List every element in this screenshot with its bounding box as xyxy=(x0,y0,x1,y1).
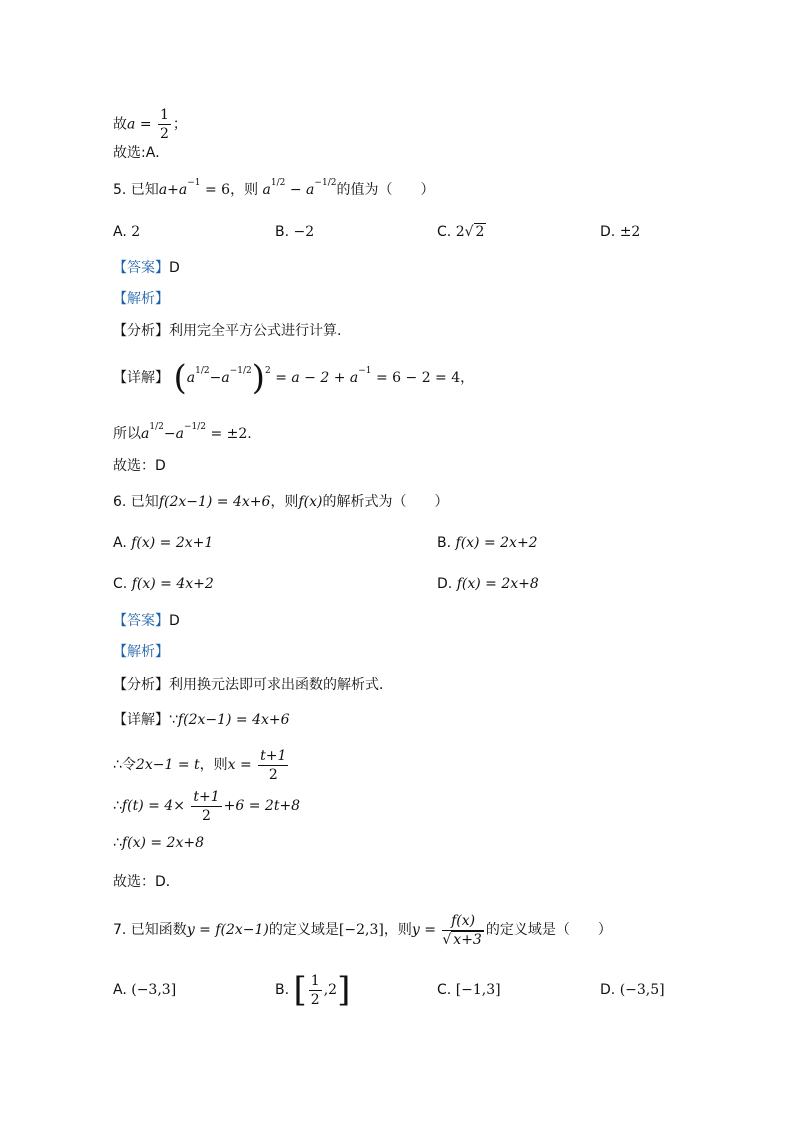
q5-so-result: = ±2. xyxy=(210,426,252,442)
q4-choose: 故选:A． xyxy=(113,145,170,161)
q7-frac-num: f(x) xyxy=(442,912,483,931)
q5-option-d-value: ±2 xyxy=(619,224,641,240)
q4-var: a xyxy=(127,116,136,133)
q6-option-c-label: C. xyxy=(113,576,128,592)
q5-detail-exp2-den: 2 xyxy=(246,366,252,376)
q6-x-fraction xyxy=(258,747,288,784)
q5-choose: 故选：D xyxy=(113,458,166,474)
q5-so-exp2-den: 2 xyxy=(200,422,207,432)
left-bracket-icon: [ xyxy=(293,970,307,1010)
q5-option-b[interactable] xyxy=(275,222,314,242)
because-icon: ∵ xyxy=(169,712,178,728)
q6-fenxi-text: 利用换元法即可求出函数的解析式． xyxy=(169,677,393,693)
q5-expr-a2: a xyxy=(306,182,315,198)
q6-option-d-value: f(x) = 2x+8 xyxy=(456,576,539,592)
sqrt-icon: √ xyxy=(442,931,452,948)
q4-conclusion-prefix: 故 xyxy=(113,116,127,133)
q5-so-exp1-den: 2 xyxy=(158,422,164,432)
therefore-icon: ∴ xyxy=(113,798,122,814)
q6-option-d-label: D. xyxy=(437,576,453,592)
q5-so-exp1: 1/2 xyxy=(149,422,164,432)
q7-fraction xyxy=(442,912,483,949)
q5-exp2-den: 2 xyxy=(330,178,337,188)
q6-let: 令 xyxy=(121,757,136,773)
q5-given-exp: −1 xyxy=(187,178,201,188)
q6-stem-mid: ，则 xyxy=(270,494,299,510)
q5-answer-value: D xyxy=(169,260,180,276)
q5-exp1-num: 1 xyxy=(270,178,277,188)
q4-conclusion xyxy=(113,106,187,143)
q6-choose: 故选：D． xyxy=(113,874,180,890)
q5-detail-a2: a xyxy=(221,370,230,386)
q6-answer-value: D xyxy=(169,613,180,629)
q5-exp1-den: 2 xyxy=(279,178,286,188)
q5-so-a1: a xyxy=(141,426,150,442)
q7-option-d-label: D. xyxy=(600,982,616,998)
q5-so-exp1-num: 1 xyxy=(149,422,156,432)
q7-domain: [−2,3] xyxy=(338,922,384,938)
q4-eq: = xyxy=(139,116,152,133)
q5-expr-minus: − xyxy=(289,182,302,198)
q6-ft-rhs: +6 = 2t+8 xyxy=(223,798,301,814)
q4-fraction xyxy=(158,106,171,143)
q6-option-b-value: f(x) = 2x+2 xyxy=(455,535,538,551)
q4-den: 2 xyxy=(160,126,169,142)
q7-then: ，则 xyxy=(383,922,412,938)
q5-detail-rhs2: = 6 − 2 = 4， xyxy=(371,370,475,386)
q5-option-c[interactable] xyxy=(437,222,486,242)
q7-option-d[interactable] xyxy=(600,980,665,1000)
q7-option-c-value: [−1,3] xyxy=(455,982,501,998)
q5-option-c-coef: 2 xyxy=(455,224,465,240)
q5-stem xyxy=(113,180,434,202)
q7-option-b-den: 2 xyxy=(310,991,320,1008)
q5-so-exp2-num: 1 xyxy=(191,422,198,432)
q6-ft-fraction xyxy=(191,788,221,825)
q5-so-minus: − xyxy=(163,426,176,442)
q5-answer-tag: 【答案】 xyxy=(113,260,169,276)
q7-option-d-value: (−3,5] xyxy=(619,982,665,998)
q7-option-a-value: (−3,3] xyxy=(131,982,177,998)
q5-stem-prefix: 5. 已知 xyxy=(113,182,159,198)
q7-option-c-label: C. xyxy=(437,982,452,998)
q5-stem-suffix: 的值为（ ） xyxy=(336,182,435,198)
q6-option-c-value: f(x) = 4x+2 xyxy=(131,576,214,592)
q6-option-a-label: A. xyxy=(113,535,127,551)
therefore-icon: ∴ xyxy=(113,757,122,773)
q6-x-num: t+1 xyxy=(260,747,287,764)
q5-option-c-radicand: 2 xyxy=(475,224,485,240)
q6-detail xyxy=(113,710,290,730)
q6-option-d[interactable] xyxy=(437,574,539,594)
q6-fenxi-tag: 【分析】 xyxy=(113,677,169,693)
q5-detail-rhs-exp: −1 xyxy=(358,366,372,376)
q5-expr-a1: a xyxy=(262,182,271,198)
q6-ft-den: 2 xyxy=(202,807,211,824)
q5-fenxi xyxy=(113,321,341,341)
q5-detail-rhs: = a − 2 + a xyxy=(275,370,359,386)
q5-fenxi-tag: 【分析】 xyxy=(113,323,169,339)
q6-stem-prefix: 6. 已知 xyxy=(113,494,159,510)
q7-option-b[interactable] xyxy=(275,968,350,1012)
q7-option-a[interactable] xyxy=(113,980,176,1000)
q5-expr-exp2: −1/2 xyxy=(314,178,337,188)
q7-frac-den-radicand: x+3 xyxy=(453,931,482,948)
q7-stem-suffix: 的定义域是（ ） xyxy=(485,922,612,938)
q5-option-a[interactable] xyxy=(113,222,140,242)
q5-detail-exp1-num: 1 xyxy=(195,366,201,376)
q5-option-d-label: D. xyxy=(600,224,616,240)
q5-exp2-neg: − xyxy=(314,178,322,188)
q6-x-eq: x = xyxy=(227,757,252,773)
q7-option-a-label: A. xyxy=(113,982,127,998)
q5-detail-exp2-num: 1 xyxy=(237,366,243,376)
q5-option-c-label: C. xyxy=(437,224,452,240)
q6-fx: f(x) xyxy=(298,494,323,510)
q5-so-prefix: 所以 xyxy=(113,426,141,442)
q7-y-eq: y = xyxy=(411,922,436,938)
q6-detail-eq: f(2x−1) = 4x+6 xyxy=(177,712,290,728)
right-bracket-icon: ] xyxy=(337,970,351,1010)
q6-ft xyxy=(113,786,300,826)
q6-option-c[interactable] xyxy=(113,574,214,594)
therefore-icon: ∴ xyxy=(113,835,122,851)
q6-detail-tag: 【详解】 xyxy=(113,712,169,728)
q6-let-mid: ，则 xyxy=(199,757,228,773)
q7-option-b-fraction xyxy=(309,972,322,1009)
q6-let-expr: 2x−1 = t xyxy=(135,757,200,773)
q5-so-exp2-neg: − xyxy=(183,422,192,432)
q6-stem-suffix: 的解析式为（ ） xyxy=(322,494,449,510)
q5-detail-exp1-den: 2 xyxy=(203,366,210,376)
q7-option-b-num: 1 xyxy=(310,972,320,989)
q5-so xyxy=(113,424,252,446)
q7-func: y = f(2x−1) xyxy=(186,922,269,938)
q5-option-a-value: 2 xyxy=(131,224,141,240)
q4-num: 1 xyxy=(160,107,169,123)
q5-jiexi-tag: 【解析】 xyxy=(113,291,169,307)
q5-so-exp2: −1/2 xyxy=(183,422,207,432)
q6-fx-final xyxy=(113,833,204,853)
q6-substitution xyxy=(113,745,290,785)
q6-stem xyxy=(113,492,448,512)
q5-detail xyxy=(113,358,474,398)
q5-answer xyxy=(113,258,180,278)
q6-given: f(2x−1) = 4x+6 xyxy=(158,494,271,510)
q5-so-a2: a xyxy=(175,426,184,442)
q6-ft-num: t+1 xyxy=(193,788,220,805)
right-paren-icon: ) xyxy=(251,358,266,398)
q5-detail-tag: 【详解】 xyxy=(113,370,169,386)
q5-fenxi-text: 利用完全平方公式进行计算. xyxy=(169,323,342,339)
q7-option-c[interactable] xyxy=(437,980,501,1000)
q5-option-b-value: −2 xyxy=(293,224,315,240)
q5-option-d[interactable] xyxy=(600,222,640,242)
q5-detail-exp2-neg: − xyxy=(229,366,238,376)
q5-option-a-label: A. xyxy=(113,224,127,240)
q7-option-b-label: B. xyxy=(275,982,290,998)
q7-stem-prefix: 7. 已知函数 xyxy=(113,922,187,938)
q5-detail-minus: − xyxy=(209,370,222,386)
q5-given-eq: = 6，则 xyxy=(200,182,259,198)
q4-semicolon: ； xyxy=(172,116,187,133)
q5-detail-exp1: 1/2 xyxy=(195,366,210,376)
q5-option-b-label: B. xyxy=(275,224,290,240)
q6-ft-lhs: f(t) = 4× xyxy=(121,798,185,814)
q5-given: a+a xyxy=(158,182,188,198)
q5-expr-exp1: 1/2 xyxy=(270,178,286,188)
q6-option-a[interactable] xyxy=(113,533,213,553)
q7-stem-mid: 的定义域是 xyxy=(268,922,339,938)
q7-option-b-right: ,2 xyxy=(323,982,338,998)
left-paren-icon: ( xyxy=(173,358,187,398)
q6-option-b-label: B. xyxy=(437,535,452,551)
q6-answer-tag: 【答案】 xyxy=(113,613,169,629)
sqrt-icon: √ xyxy=(464,224,474,240)
q5-detail-square: 2 xyxy=(265,366,271,376)
q6-fx-final-eq: f(x) = 2x+8 xyxy=(121,835,204,851)
q7-frac-den xyxy=(442,931,483,949)
q6-fenxi xyxy=(113,675,393,695)
q7-stem xyxy=(113,910,612,950)
q5-exp2-num: 1 xyxy=(321,178,328,188)
q6-option-b[interactable] xyxy=(437,533,538,553)
q5-detail-exp2: −1/2 xyxy=(229,366,252,376)
q5-detail-a1: a xyxy=(186,370,196,386)
q6-x-den: 2 xyxy=(268,766,278,783)
q6-jiexi-tag: 【解析】 xyxy=(113,644,169,660)
q6-option-a-value: f(x) = 2x+1 xyxy=(131,535,214,551)
q6-answer xyxy=(113,611,180,631)
